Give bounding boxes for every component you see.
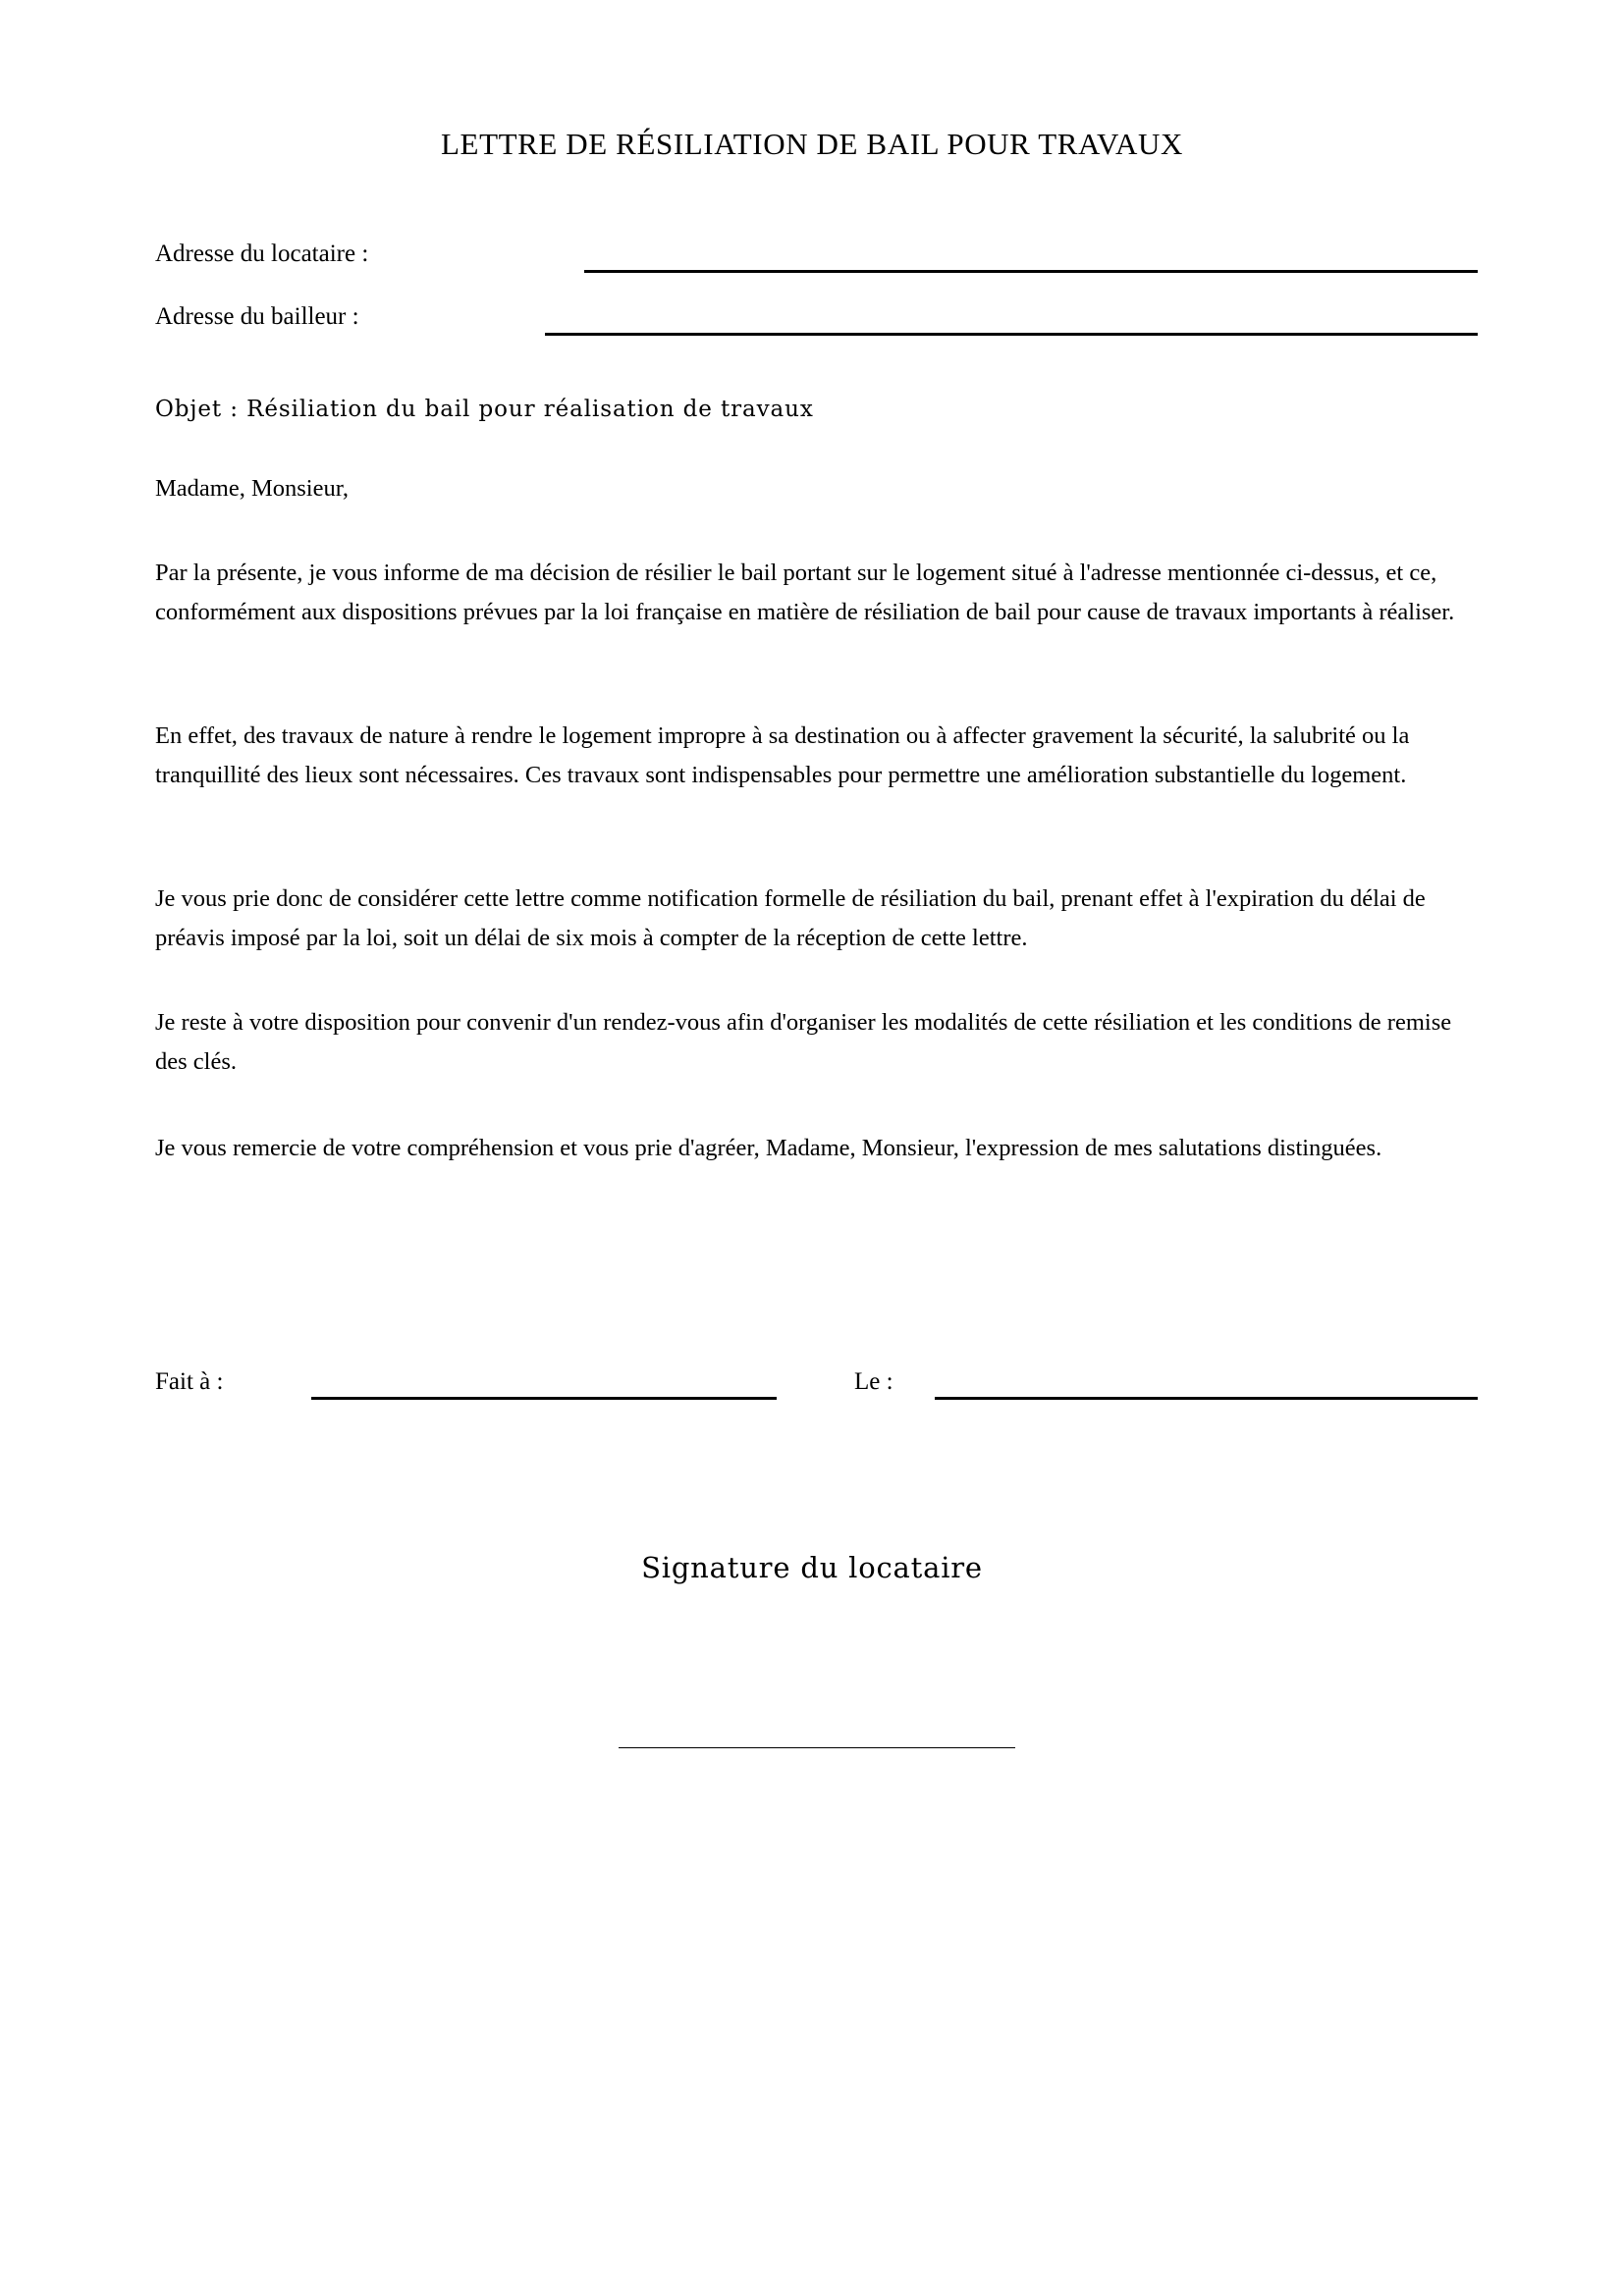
place-label: Fait à :	[155, 1368, 224, 1395]
body-paragraph-5: Je vous remercie de votre compréhension et vous prie d'agréer, Madame, Monsieur, l'expression de mes salutations distinguées.	[155, 1135, 1382, 1161]
salutation: Madame, Monsieur,	[155, 475, 350, 502]
signature-label: Signature du locataire	[641, 1551, 983, 1584]
landlord-address-line[interactable]	[545, 333, 1478, 336]
signature-line[interactable]	[619, 1747, 1015, 1748]
date-label: Le :	[854, 1368, 893, 1395]
subject-line: Objet : Résiliation du bail pour réalisation de travaux	[155, 397, 814, 422]
body-paragraph-2: En effet, des travaux de nature à rendre le logement impropre à sa destination ou à affecter gravement la sécurité, la salubrité ou la tranquillité des lieux sont nécessaires. Ces travaux sont indispensables pour permettre une amélioration substantielle du logement.	[155, 722, 1410, 788]
place-line[interactable]	[311, 1397, 777, 1400]
body-paragraph-3: Je vous prie donc de considérer cette lettre comme notification formelle de résiliation du bail, prenant effet à l'expiration du délai de préavis imposé par la loi, soit un délai de six mois à compter de la réception de cette lettre.	[155, 885, 1426, 951]
tenant-address-label: Adresse du locataire :	[155, 240, 369, 267]
date-line[interactable]	[935, 1397, 1478, 1400]
landlord-address-label: Adresse du bailleur :	[155, 303, 359, 330]
body-paragraph-4: Je reste à votre disposition pour convenir d'un rendez-vous afin d'organiser les modalités de cette résiliation et les conditions de remise des clés.	[155, 1009, 1452, 1075]
tenant-address-line[interactable]	[584, 270, 1478, 273]
page-title: LETTRE DE RÉSILIATION DE BAIL POUR TRAVAUX	[441, 127, 1183, 161]
body-paragraph-1: Par la présente, je vous informe de ma décision de résilier le bail portant sur le logement situé à l'adresse mentionnée ci-dessus, et ce, conformément aux dispositions prévues par la loi française en matière de résiliation de bail pour cause de travaux importants à réaliser.	[155, 560, 1455, 625]
